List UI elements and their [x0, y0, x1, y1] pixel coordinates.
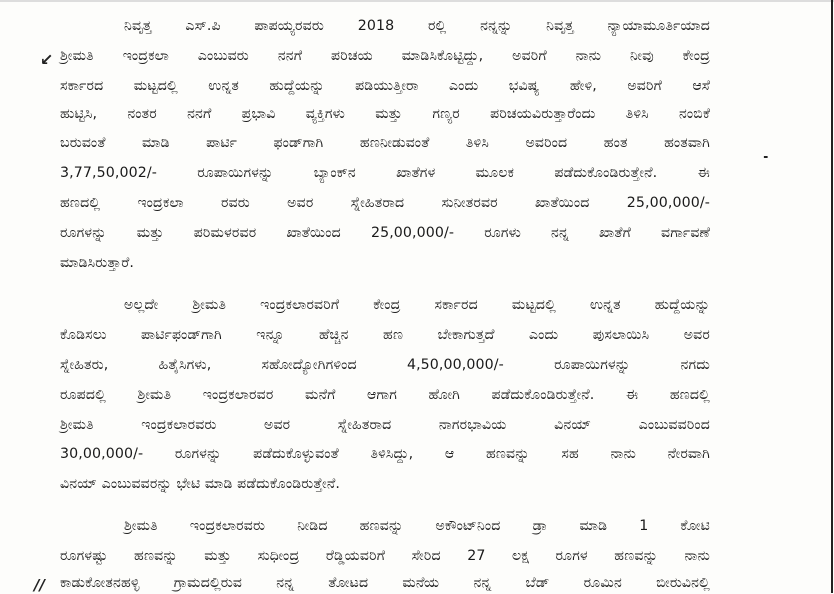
paragraph-line: ರೂಗಳಷ್ಟು ಹಣವನ್ನು ಮತ್ತು ಸುಧೀಂದ್ರ ರೆಡ್ಡಿಯವರಿಗೆ ಸೇರಿದ 27 ಲಕ್ಷ ರೂಗಳ ಹಣವನ್ನು ನಾನು: [60, 548, 710, 564]
scan-edge-top: [0, 0, 834, 2]
paragraph-line: ನಿವೃತ್ತ ಎಸ್.ಪಿ ಪಾಪಯ್ಯರವರು 2018 ರಲ್ಲಿ ನನ್ನನ್ನು ನಿವೃತ್ತ ನ್ಯಾಯಾಮೂರ್ತಿಯಾದ: [124, 18, 710, 34]
paragraph-line: ಸ್ನೇಹಿತರು, ಹಿತೈಸಿಗಳು, ಸಹೋದ್ಯೋಗಿಗಳಿಂದ 4,50,00,000/- ರೂಪಾಯಿಗಳನ್ನು ನಗದು: [60, 357, 710, 373]
paragraph-line: ಕಾಡುಕೋತನಹಳ್ಳಿ ಗ್ರಾಮದಲ್ಲಿರುವ ನನ್ನ ತೋಟದ ಮನೆಯ ನನ್ನ ಬೆಡ್ ರೂಮಿನ ಬೀರುವಿನಲ್ಲಿ: [60, 575, 710, 591]
paragraph-line: ರೂಗಳನ್ನು ಮತ್ತು ಪರಿಮಳರವರ ಖಾತೆಯಿಂದ 25,00,000/- ರೂಗಳು ನನ್ನ ಖಾತೆಗೆ ವರ್ಗಾವಣೆ: [60, 225, 710, 241]
paragraph-line: 3,77,50,002/- ರೂಪಾಯಿಗಳನ್ನು ಬ್ಯಾಂಕ್‌ನ ಖಾತೆಗಳ ಮೂಲಕ ಪಡೆದುಕೊಂಡಿರುತ್ತೇನೆ. ಈ: [60, 165, 710, 181]
paragraph-line: ಮಾಡಿಸಿರುತ್ತಾರೆ.: [60, 255, 135, 271]
margin-dash-mark: ╸: [764, 150, 772, 164]
paragraph-line: ಹಣದಲ್ಲಿ ಇಂದ್ರಕಲಾ ರವರು ಅವರ ಸ್ನೇಹಿತರಾದ ಸುನೀತರವರ ಖಾತೆಯಿಂದ 25,00,000/-: [60, 195, 710, 211]
scan-edge-right: [831, 0, 833, 593]
paragraph-line: ಅಲ್ಲದೇ ಶ್ರೀಮತಿ ಇಂದ್ರಕಲಾರವರಿಗೆ ಕೇಂದ್ರ ಸರ್ಕಾರದ ಮಟ್ಟದಲ್ಲಿ ಉನ್ನತ ಹುದ್ದೆಯನ್ನು: [124, 297, 710, 313]
paragraph-line: ಬರುವಂತೆ ಮಾಡಿ ಪಾರ್ಟಿ ಫಂಡ್‌ಗಾಗಿ ಹಣನೀಡುವಂತೆ ತಿಳಿಸಿ ಅವರಿಂದ ಹಂತ ಹಂತವಾಗಿ: [60, 135, 710, 151]
paragraph-line: ಶ್ರೀಮತಿ ಇಂದ್ರಕಲಾರವರು ನೀಡಿದ ಹಣವನ್ನು ಅಕೌಂಟ್‌ನಿಂದ ಡ್ರಾ ಮಾಡಿ 1 ಕೋಟಿ: [124, 518, 710, 534]
paragraph-line: ರೂಪದಲ್ಲಿ ಶ್ರೀಮತಿ ಇಂದ್ರಕಲಾರವರ ಮನೆಗೆ ಆಗಾಗ ಹೋಗಿ ಪಡೆದುಕೊಂಡಿರುತ್ತೇನೆ. ಈ ಹಣದಲ್ಲಿ: [60, 387, 710, 403]
margin-slash-mark: //: [34, 576, 45, 594]
paragraph-line: 30,00,000/- ರೂಗಳನ್ನು ಪಡೆದುಕೊಳ್ಳುವಂತೆ ತಿಳಿಸಿದ್ದು, ಆ ಹಣವನ್ನು ಸಹ ನಾನು ನೇರವಾಗಿ: [60, 446, 710, 462]
paragraph-line: ಹುಟ್ಟಿಸಿ, ನಂತರ ನನಗೆ ಪ್ರಭಾವಿ ವ್ಯಕ್ತಿಗಳು ಮತ್ತು ಗಣ್ಯರ ಪರಿಚಯವಿರುತ್ತಾರೆಂದು ತಿಳಿಸಿ ನಂಬಿಕೆ: [60, 106, 710, 122]
paragraph-line: ವಿನಯ್ ಎಂಬುವವರನ್ನು ಭೇಟಿ ಮಾಡಿ ಪಡೆದುಕೊಂಡಿರುತ್ತೇನೆ.: [60, 476, 341, 492]
margin-arrow-mark: ↙: [40, 50, 54, 69]
paragraph-line: ಕೊಡಿಸಲು ಪಾರ್ಟಿಫಂಡ್‌ಗಾಗಿ ಇನ್ನೂ ಹೆಚ್ಚಿನ ಹಣ ಬೇಕಾಗುತ್ತದೆ ಎಂದು ಪುಸಲಾಯಿಸಿ ಅವರ: [60, 327, 710, 343]
paragraph-line: ಸರ್ಕಾರದ ಮಟ್ಟದಲ್ಲಿ ಉನ್ನತ ಹುದ್ದೆಯನ್ನು ಪಡಿಯುತ್ತೀರಾ ಎಂದು ಭವಿಷ್ಯ ಹೇಳಿ, ಅವರಿಗೆ ಆಸೆ: [60, 78, 710, 94]
paragraph-line: ಶ್ರೀಮತಿ ಇಂದ್ರಕಲಾ ಎಂಬುವರು ನನಗೆ ಪರಿಚಯ ಮಾಡಿಸಿಕೊಟ್ಟಿದ್ದು, ಅವರಿಗೆ ನಾನು ನೀವು ಕೇಂದ್ರ: [60, 48, 710, 64]
paragraph-line: ಶ್ರೀಮತಿ ಇಂದ್ರಕಲಾರವರು ಅವರ ಸ್ನೇಹಿತರಾದ ನಾಗರಭಾವಿಯ ವಿನಯ್ ಎಂಬುವವರಿಂದ: [60, 417, 710, 433]
